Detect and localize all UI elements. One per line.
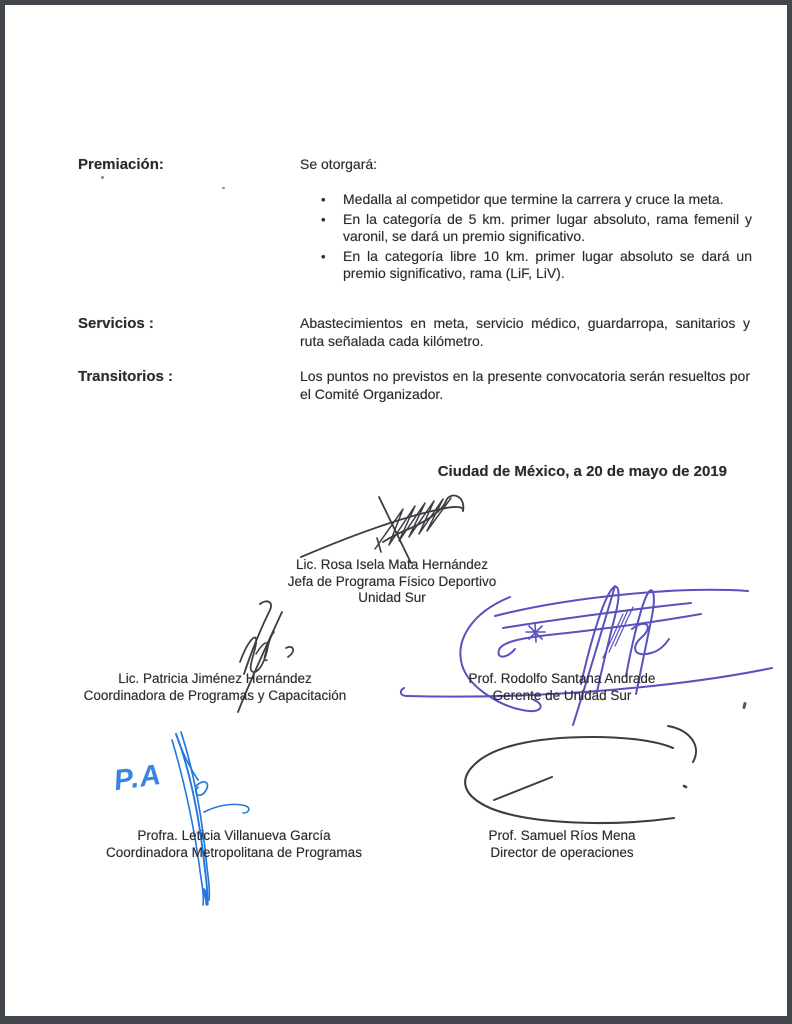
signature-title: Unidad Sur: [358, 590, 426, 605]
bullet-text: En la categoría libre 10 km. primer lugar absoluto se dará un premio significativo, rama (LiF, LiV).: [343, 247, 752, 281]
section-label-transitorios: Transitorios :: [78, 368, 174, 385]
scan-speck: [101, 176, 104, 179]
bullet-dot: •: [321, 211, 326, 227]
rodolfo-santana-signature-ink: [395, 582, 773, 732]
bullet-list: [321, 191, 752, 285]
bullet-text: En la categoría de 5 km. primer lugar absoluto, rama femenil y varonil, se dará un premio significativo.: [343, 210, 752, 244]
signature-block-patricia-jimenez: [65, 671, 365, 704]
signature-title: Gerente de Unidad Sur: [492, 687, 632, 703]
section-label-premiacion: Premiación:: [78, 156, 164, 173]
signature-name: Prof. Samuel Ríos Mena: [488, 828, 636, 843]
scan-speck: [222, 187, 225, 189]
rosa-mata-signature-ink: [293, 485, 491, 565]
signature-name: Prof. Rodolfo Santana Andrade: [468, 671, 656, 686]
bullet-item: [321, 191, 752, 209]
bullet-item: [321, 211, 752, 246]
samuel-rios-signature-ink: [450, 720, 735, 832]
bullet-dot: •: [321, 248, 326, 264]
section-text-servicios: Abastecimientos en meta, servicio médico, guardarropa, sanitarios y ruta señalada cada kilómetro.: [300, 315, 750, 349]
signature-name: Lic. Rosa Isela Mata Hernández: [295, 557, 489, 572]
signature-title: Director de operaciones: [490, 844, 634, 860]
section-label-servicios: Servicios :: [78, 315, 154, 332]
dateline: Ciudad de México, a 20 de mayo de 2019: [437, 463, 727, 480]
signature-name: Lic. Patricia Jiménez Hernández: [118, 671, 312, 686]
bullet-dot: •: [321, 192, 326, 207]
signature-title: Coordinadora Metropolitana de Programas: [106, 844, 362, 860]
signature-title: Coordinadora de Programas y Capacitación: [83, 687, 347, 703]
section-intro-premiacion: Se otorgará:: [300, 156, 378, 172]
leticia-villanueva-signature-ink: [112, 730, 262, 910]
bullet-item: [321, 248, 752, 283]
bullet-text: Medalla al competidor que termine la carrera y cruce la meta.: [343, 191, 724, 207]
signature-block-rodolfo-santana: [412, 671, 712, 704]
signature-name: Profra. Leticia Villanueva García: [137, 828, 331, 843]
signature-block-leticia-villanueva: [84, 828, 384, 861]
section-text-transitorios: Los puntos no previstos en la presente convocatoria serán resueltos por el Comité Organizador.: [300, 368, 750, 402]
pa-handwritten-annotation: P.A: [111, 758, 164, 798]
signature-block-samuel-rios: [412, 828, 712, 861]
signature-title: Jefa de Programa Físico Deportivo: [287, 573, 497, 589]
